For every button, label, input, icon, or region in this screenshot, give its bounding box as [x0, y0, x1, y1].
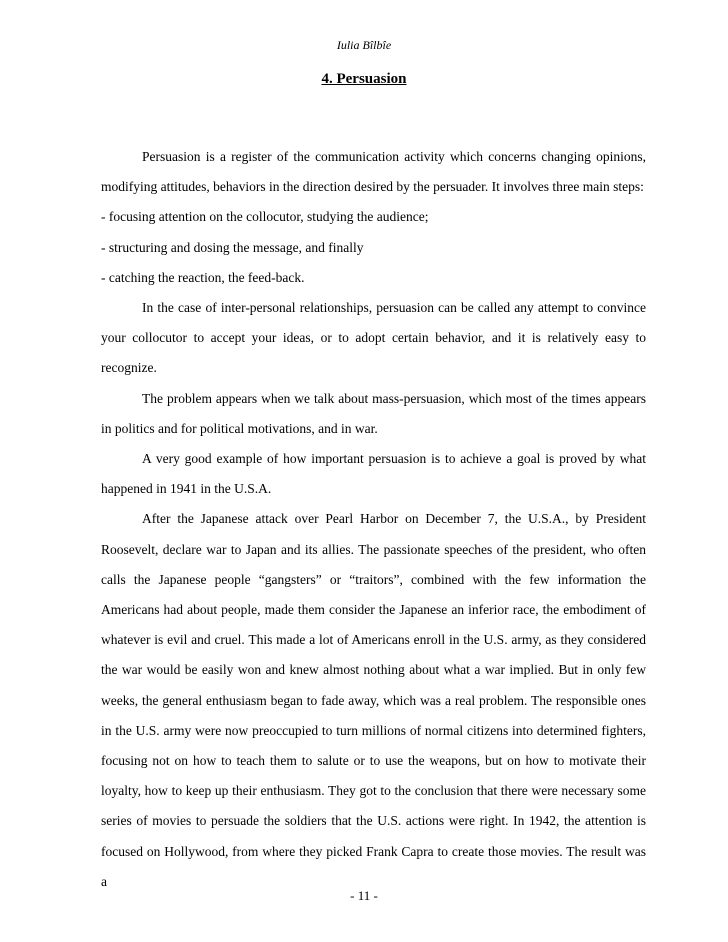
paragraph-mass-persuasion: The problem appears when we talk about mass-persuasion, which most of the times appears in politics and for political motivations, and in war. — [101, 390, 646, 436]
paragraph-interpersonal: In the case of inter-personal relationships, persuasion can be called any attempt to convince your collocutor to accept your ideas, or to adopt certain behavior, and it is relatively easy to recognize. — [101, 300, 646, 376]
list-item-step-3: - catching the reaction, the feed-back. — [101, 269, 305, 285]
page-number: - 11 - — [350, 888, 378, 903]
list-item-step-1: - focusing attention on the collocutor, studying the audience; — [101, 209, 429, 225]
body-text — [101, 142, 646, 897]
paragraph-intro: Persuasion is a register of the communication activity which concerns changing opinions, modifying attitudes, behaviors in the direction desired by the persuader. It involves three main steps: — [101, 149, 646, 195]
list-item-step-2: - structuring and dosing the message, and finally — [101, 239, 364, 255]
running-header-author: Iulia Bîlbîe — [336, 38, 392, 52]
section-title: 4. Persuasion — [321, 71, 407, 87]
paragraph-example-1941: A very good example of how important persuasion is to achieve a goal is proved by what happened in 1941 in the U.S.A. — [101, 451, 646, 497]
paragraph-pearl-harbor: After the Japanese attack over Pearl Harbor on December 7, the U.S.A., by President Roosevelt, declare war to Japan and its allies. The passionate speeches of the president, who often calls the Japanese people “gangsters” or “traitors”, combined with the few information the Americans had about people, made them consider the Japanese an inferior race, the embodiment of whatever is evil and cruel. This made a lot of Americans enroll in the U.S. army, as they considered the war would be easily won and knew almost nothing about what a war implied. But in only few weeks, the general enthusiasm began to fade away, which was a real problem. The responsible ones in the U.S. army were now preoccupied to turn millions of normal citizens into determined fighters, focusing not on how to teach them to salute or to use the weapons, but on how to motivate their loyalty, how to keep up their enthusiasm. They got to the conclusion that there were necessary some series of movies to persuade the soldiers that the U.S. actions were right. In 1942, the attention is focused on Hollywood, from where they picked Frank Capra to create those movies. The result was a — [101, 511, 646, 889]
